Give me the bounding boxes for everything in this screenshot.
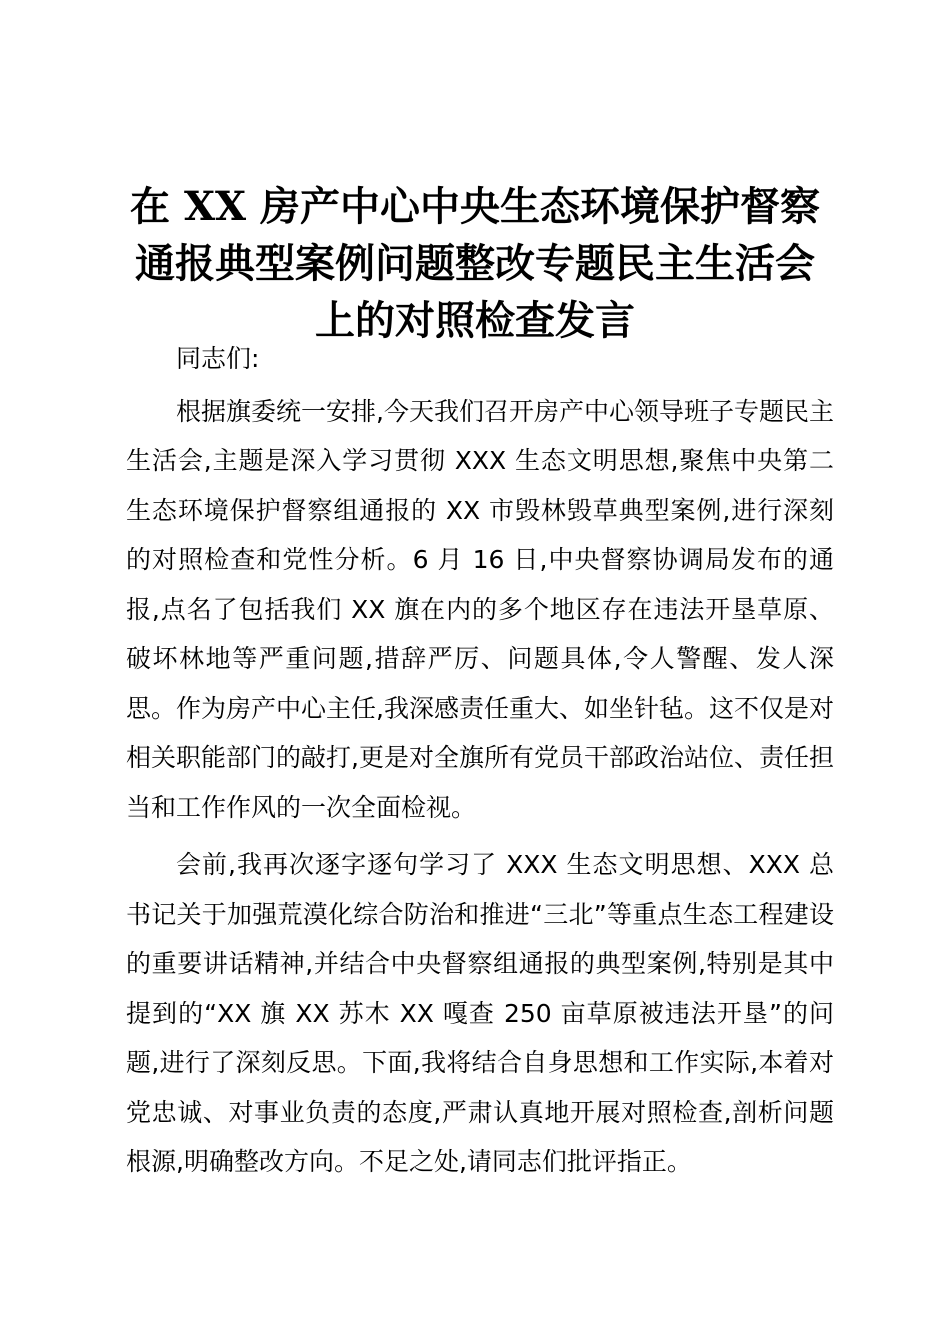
paragraph-1: 根据旗委统一安排,今天我们召开房产中心领导班子专题民主生活会,主题是深入学习贯彻 XXX 生态文明思想,聚焦中央第二生态环境保护督察组通报的 XX 市毁林毁草典型案例,进行深刻的对照检查和党性分析。6 月 16 日,中央督察协调局发布的通报,点名了包括我们 XX 旗在内的多个地区存在违法开垦草原、破坏林地等严重问题,措辞严厉、问题具体,令人警醒、发人深思。作为房产中心主任,我深感责任重大、如坐针毡。这不仅是对相关职能部门的敲打,更是对全旗所有党员干部政治站位、责任担当和工作作风的一次全面检视。 xyxy=(126,396,834,822)
document-title xyxy=(100,178,850,349)
salutation: 同志们: xyxy=(176,344,260,373)
paragraph-2: 会前,我再次逐字逐句学习了 XXX 生态文明思想、XXX 总书记关于加强荒漠化综合防治和推进“三北”等重点生态工程建设的重要讲话精神,并结合中央督察组通报的典型案例,特别是其中提到的“XX 旗 XX 苏木 XX 嘎查 250 亩草原被违法开垦”的问题,进行了深刻反思。下面,我将结合自身思想和工作实际,本着对党忠诚、对事业负责的态度,严肃认真地开展对照检查,剖析问题根源,明确整改方向。不足之处,请同志们批评指正。 xyxy=(126,850,834,1176)
title-line-2: 通报典型案例问题整改专题民主生活会 xyxy=(135,240,815,287)
title-line-3: 上的对照检查发言 xyxy=(315,297,635,344)
title-line-1: 在 XX 房产中心中央生态环境保护督察 xyxy=(130,183,820,230)
document-body xyxy=(126,334,834,1187)
